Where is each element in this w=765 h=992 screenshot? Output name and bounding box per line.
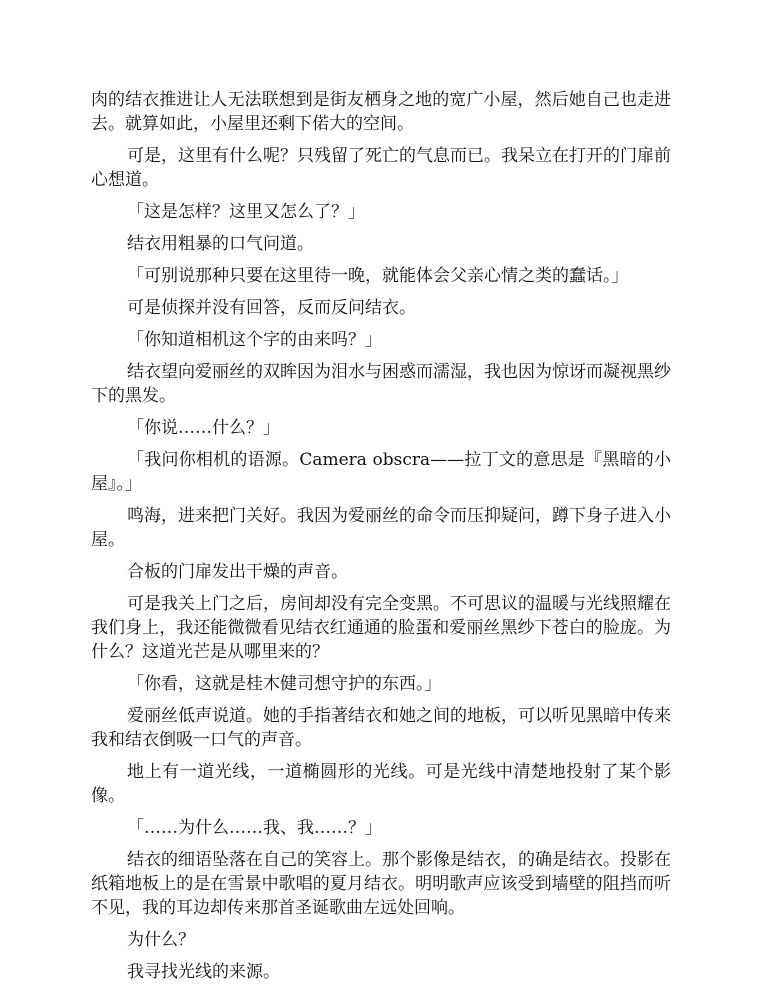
paragraph-7: 「你知道相机这个字的由来吗？」	[127, 330, 382, 350]
paragraph-10: 「我问你相机的语源。Camera obscra——拉丁文的意思是『黑暗的小屋』。」	[91, 450, 671, 494]
paragraph-3: 「这是怎样？这里又怎么了？」	[127, 202, 365, 222]
paragraph-5: 「可别说那种只要在这里待一晚，就能体会父亲心情之类的蠢话。」	[127, 266, 629, 286]
paragraph-13: 可是我关上门之后，房间却没有完全变黑。不可思议的温暖与光线照耀在我们身上，我还能微微看见结衣红通通的脸蛋和爱丽丝黑纱下苍白的脸庞。为什么？这道光芒是从哪里来的？	[91, 594, 671, 662]
paragraph-11: 鸣海，进来把门关好。我因为爱丽丝的命令而压抑疑问，蹲下身子进入小屋。	[91, 506, 671, 550]
paragraph-1: 肉的结衣推进让人无法联想到是街友栖身之地的宽广小屋，然后她自己也走进去。就算如此，小屋里还剩下偌大的空间。	[91, 90, 671, 134]
paragraph-15: 爱丽丝低声说道。她的手指著结衣和她之间的地板，可以听见黑暗中传来我和结衣倒吸一口气的声音。	[91, 706, 671, 750]
paragraph-12: 合板的门扉发出干燥的声音。	[127, 562, 348, 582]
paragraph-9: 「你说……什么？」	[127, 418, 280, 438]
novel-page	[91, 88, 671, 992]
paragraph-20: 我寻找光线的来源。	[127, 962, 280, 982]
paragraph-6: 可是侦探并没有回答，反而反问结衣。	[127, 298, 416, 318]
paragraph-16: 地上有一道光线，一道椭圆形的光线。可是光线中清楚地投射了某个影像。	[91, 762, 671, 806]
paragraph-4: 结衣用粗暴的口气问道。	[127, 234, 314, 254]
paragraph-2: 可是，这里有什么呢？只残留了死亡的气息而已。我呆立在打开的门扉前心想道。	[91, 146, 671, 190]
paragraph-14: 「你看，这就是桂木健司想守护的东西。」	[127, 674, 442, 694]
paragraph-17: 「……为什么……我、我……？」	[127, 818, 382, 838]
paragraph-8: 结衣望向爱丽丝的双眸因为泪水与困惑而濡湿，我也因为惊讶而凝视黑纱下的黑发。	[91, 362, 671, 406]
paragraph-18: 结衣的细语坠落在自己的笑容上。那个影像是结衣，的确是结衣。投影在纸箱地板上的是在雪景中歌唱的夏月结衣。明明歌声应该受到墙壁的阻挡而听不见，我的耳边却传来那首圣诞歌曲左远处回响。	[91, 850, 671, 918]
paragraph-19: 为什么？	[127, 930, 195, 950]
